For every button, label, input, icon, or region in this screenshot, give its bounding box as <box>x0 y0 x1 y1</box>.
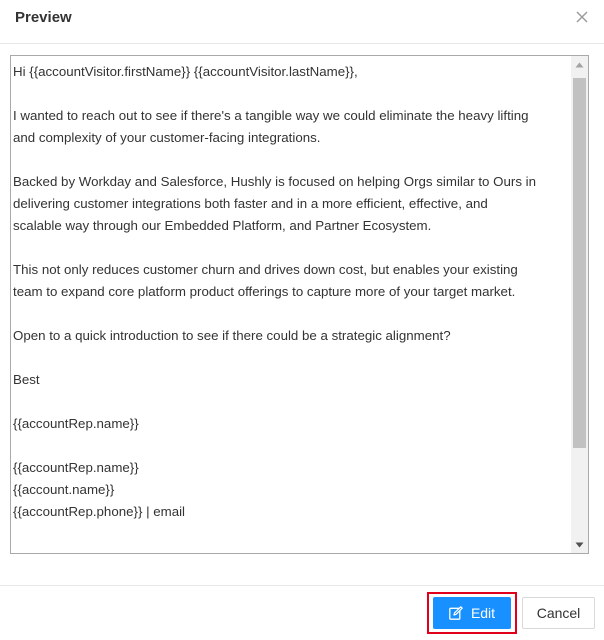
text-line: Hi {{accountVisitor.firstName}} {{accountVisitor.lastName}}, <box>13 64 358 79</box>
text-line: delivering customer integrations both faster and in a more efficient, effective, and <box>13 196 488 211</box>
text-line: This not only reduces customer churn and drives down cost, but enables your existing <box>13 262 518 277</box>
edit-button-label: Edit <box>470 605 496 621</box>
text-line: Open to a quick introduction to see if there could be a strategic alignment? <box>13 328 451 343</box>
blank-line <box>13 347 568 369</box>
text-line: I wanted to reach out to see if there's a tangible way we could eliminate the heavy lifting <box>13 108 529 123</box>
edit-icon <box>449 606 463 620</box>
blank-line <box>13 391 568 413</box>
preview-text <box>13 61 568 523</box>
blank-line <box>13 149 568 171</box>
text-line: team to expand core platform product offerings to capture more of your target market. <box>13 284 516 299</box>
text-line: scalable way through our Embedded Platform, and Partner Ecosystem. <box>13 218 432 233</box>
scrollbar[interactable] <box>571 56 588 553</box>
cancel-button[interactable]: Cancel <box>522 597 595 629</box>
edit-button[interactable] <box>433 597 511 629</box>
close-icon[interactable] <box>574 9 590 25</box>
scroll-up-arrow-icon[interactable] <box>571 56 588 73</box>
modal-title: Preview <box>15 9 72 26</box>
blank-line <box>13 237 568 259</box>
preview-textarea[interactable] <box>10 55 589 554</box>
blank-line <box>13 435 568 457</box>
scroll-thumb[interactable] <box>573 78 586 448</box>
text-line: {{accountRep.name}} <box>13 416 139 431</box>
text-line: {{account.name}} <box>13 482 115 497</box>
text-line: {{accountRep.name}} <box>13 460 139 475</box>
text-line: Backed by Workday and Salesforce, Hushly is focused on helping Orgs similar to Ours in <box>13 174 537 189</box>
scroll-down-arrow-icon[interactable] <box>571 536 588 553</box>
blank-line <box>13 83 568 105</box>
modal-header <box>0 0 604 44</box>
blank-line <box>13 303 568 325</box>
text-line: {{accountRep.phone}} | email <box>13 504 186 519</box>
text-line: and complexity of your customer-facing integrations. <box>13 130 321 145</box>
text-line: Best <box>13 372 40 387</box>
